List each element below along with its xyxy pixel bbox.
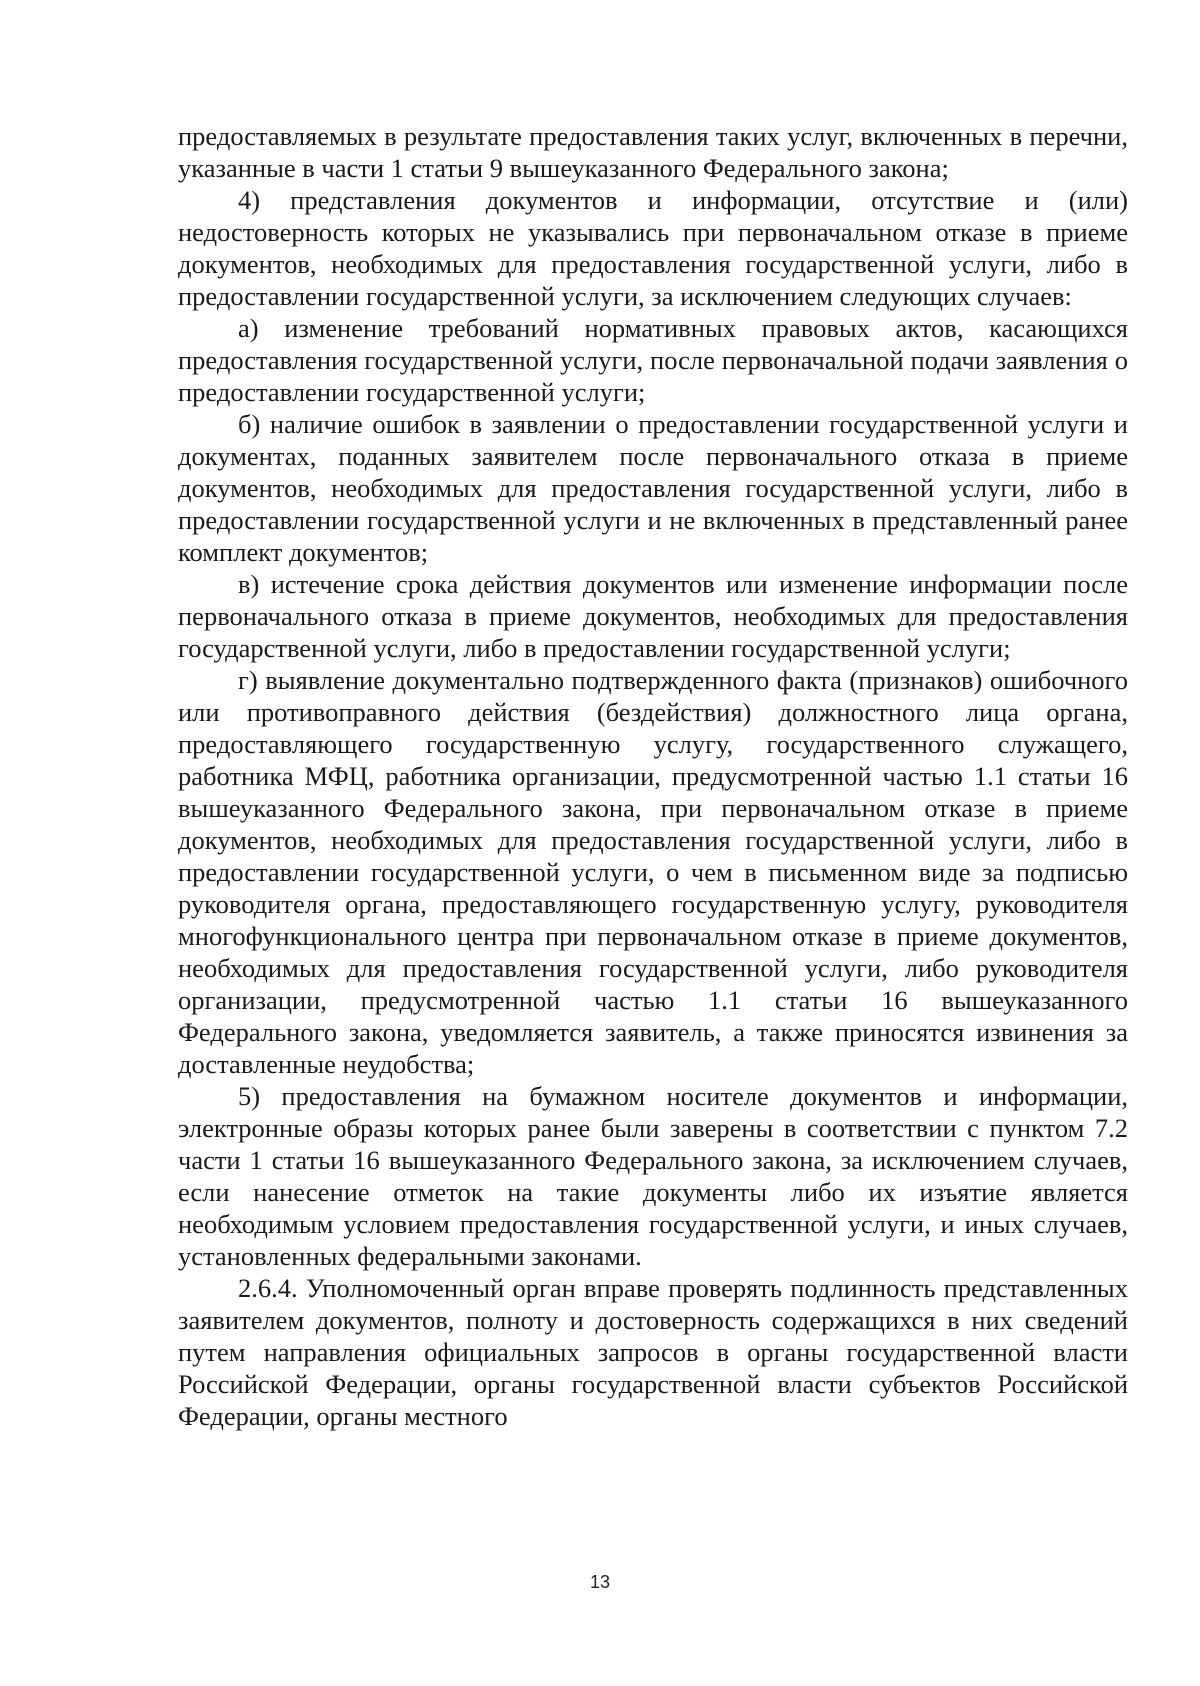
paragraph-item-5: 5) предоставления на бумажном носителе документов и информации, электронные образы которых ранее были заверены в соответствии с пунктом 7.2 части 1 статьи 16 вышеуказанного Федерального закона, за исключением случаев, если нанесение отметок на такие документы либо их изъятие является необходимым условием предоставления государственной услуги, и иных случаев, установленных федеральными законами. — [178, 1081, 1128, 1271]
paragraph-subitem-a: а) изменение требований нормативных правовых актов, касающихся предоставления государственной услуги, после первоначальной подачи заявления о предоставлении государственной услуги; — [178, 313, 1128, 407]
paragraph-subitem-b: б) наличие ошибок в заявлении о предоставлении государственной услуги и документах, поданных заявителем после первоначального отказа в приеме документов, необходимых для предоставления государственной услуги, либо в предоставлении государственной услуги и не включенных в представленный ранее комплект документов; — [178, 409, 1128, 567]
paragraph-item-4: 4) представления документов и информации, отсутствие и (или) недостоверность которых не указывались при первоначальном отказе в приеме документов, необходимых для предоставления государственной услуги, либо в предоставлении государственной услуги, за исключением следующих случаев: — [178, 185, 1128, 311]
document-body — [178, 120, 1128, 1432]
paragraph-subitem-v: в) истечение срока действия документов или изменение информации после первоначального отказа в приеме документов, необходимых для предоставления государственной услуги, либо в предоставлении государственной услуги; — [178, 569, 1128, 663]
paragraph-subitem-g: г) выявление документально подтвержденного факта (признаков) ошибочного или противоправного действия (бездействия) должностного лица органа, предоставляющего государственную услугу, государственного служащего, работника МФЦ, работника организации, предусмотренной частью 1.1 статьи 16 вышеуказанного Федерального закона, при первоначальном отказе в приеме документов, необходимых для предоставления государственной услуги, либо в предоставлении государственной услуги, о чем в письменном виде за подписью руководителя органа, предоставляющего государственную услугу, руководителя многофункционального центра при первоначальном отказе в приеме документов, необходимых для предоставления государственной услуги, либо руководителя организации, предусмотренной частью 1.1 статьи 16 вышеуказанного Федерального закона, уведомляется заявитель, а также приносятся извинения за доставленные неудобства; — [178, 665, 1128, 1079]
paragraph-continuation: предоставляемых в результате предоставления таких услуг, включенных в перечни, указанные в части 1 статьи 9 вышеуказанного Федерального закона; — [178, 121, 1128, 183]
paragraph-2-6-4: 2.6.4. Уполномоченный орган вправе проверять подлинность представленных заявителем документов, полноту и достоверность содержащихся в них сведений путем направления официальных запросов в органы государственной власти Российской Федерации, органы государственной власти субъектов Российской Федерации, органы местного — [178, 1273, 1128, 1431]
page-number: 13 — [589, 1572, 611, 1592]
